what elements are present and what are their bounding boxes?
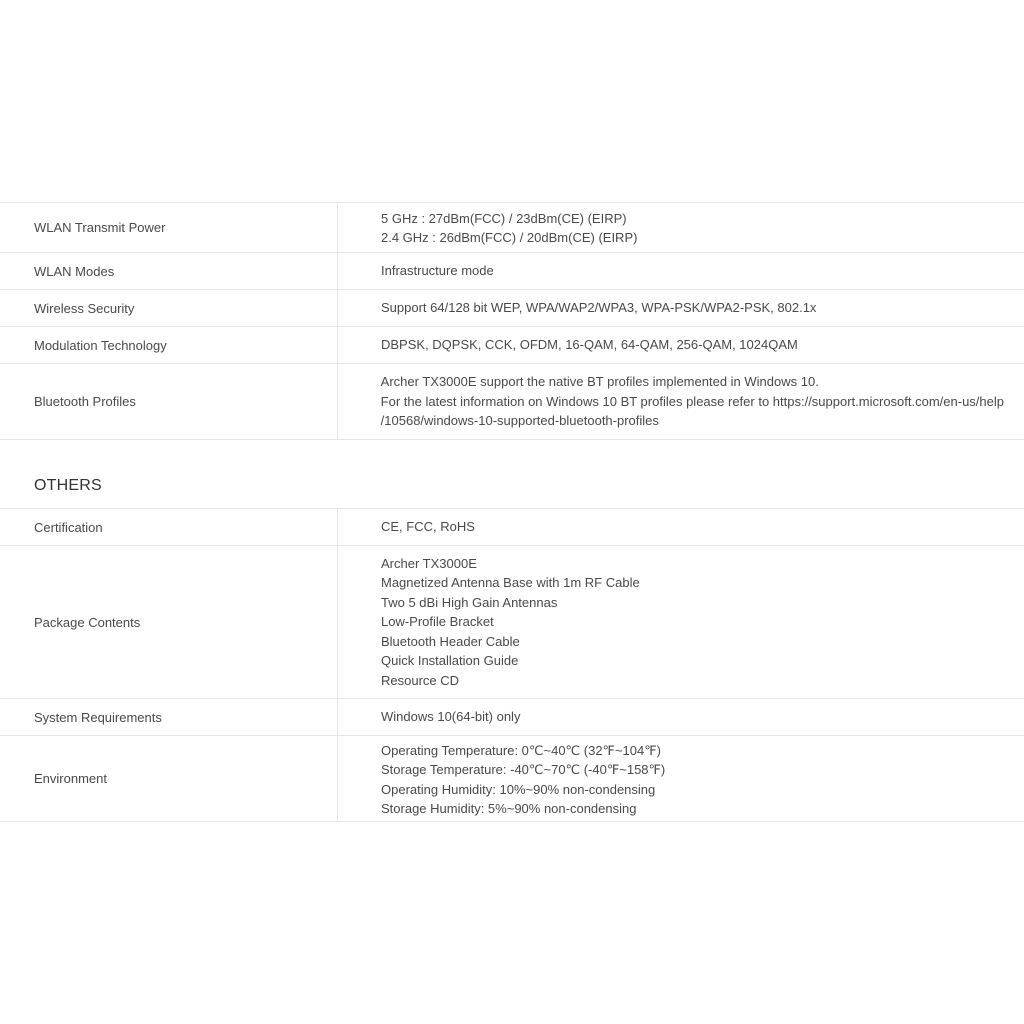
value-line: Support 64/128 bit WEP, WPA/WAP2/WPA3, WPA-PSK/WPA2-PSK, 802.1x <box>381 300 817 316</box>
table-row <box>0 509 1024 546</box>
row-label: Modulation Technology <box>0 327 338 363</box>
row-label: Wireless Security <box>0 290 338 326</box>
table-row <box>0 327 1024 364</box>
row-value <box>338 290 1024 326</box>
value-line: Archer TX3000E <box>381 556 477 572</box>
row-value <box>338 253 1024 289</box>
value-line: Operating Temperature: 0℃~40℃ (32℉~104℉) <box>381 742 661 758</box>
value-line: Storage Temperature: -40℃~70℃ (-40℉~158℉) <box>381 762 666 778</box>
row-value <box>338 364 1024 439</box>
value-line: Resource CD <box>381 672 460 688</box>
row-value <box>338 736 1024 821</box>
row-value <box>338 546 1024 698</box>
row-value <box>338 327 1024 363</box>
value-line: Archer TX3000E support the native BT profiles implemented in Windows 10. <box>380 374 819 390</box>
value-line: DBPSK, DQPSK, CCK, OFDM, 16-QAM, 64-QAM, 256-QAM, 1024QAM <box>381 337 798 353</box>
table-row <box>0 364 1024 440</box>
table-row <box>0 253 1024 290</box>
row-value <box>338 699 1024 735</box>
row-label: Package Contents <box>0 546 338 698</box>
table-row <box>0 290 1024 327</box>
row-label: Environment <box>0 736 338 821</box>
row-label: Certification <box>0 509 338 545</box>
table-row <box>0 699 1024 736</box>
row-value <box>338 509 1024 545</box>
value-line: 5 GHz : 27dBm(FCC) / 23dBm(CE) (EIRP) <box>381 210 627 226</box>
value-line: Operating Humidity: 10%~90% non-condensing <box>381 781 656 797</box>
section-heading-others: OTHERS <box>34 477 102 494</box>
value-line: Low-Profile Bracket <box>381 614 494 630</box>
table-row <box>0 736 1024 822</box>
row-value <box>338 203 1024 252</box>
value-line: For the latest information on Windows 10 BT profiles please refer to https://support.microsoft.com/en-us/help <box>380 393 1004 409</box>
value-line: Infrastructure mode <box>381 263 494 279</box>
wireless-spec-table <box>0 202 1024 440</box>
row-label: System Requirements <box>0 699 338 735</box>
value-line: Magnetized Antenna Base with 1m RF Cable <box>381 575 640 591</box>
row-label: Bluetooth Profiles <box>0 364 338 439</box>
value-line: Bluetooth Header Cable <box>381 633 520 649</box>
others-spec-table <box>0 508 1024 822</box>
value-line: Storage Humidity: 5%~90% non-condensing <box>381 800 637 816</box>
value-line: 2.4 GHz : 26dBm(FCC) / 20dBm(CE) (EIRP) <box>381 230 638 245</box>
value-line: Windows 10(64-bit) only <box>381 709 521 725</box>
value-line: Quick Installation Guide <box>381 653 519 669</box>
table-row <box>0 546 1024 699</box>
row-label: WLAN Transmit Power <box>0 203 338 252</box>
value-line: Two 5 dBi High Gain Antennas <box>381 594 558 610</box>
row-label: WLAN Modes <box>0 253 338 289</box>
value-line: CE, FCC, RoHS <box>381 519 475 535</box>
table-row <box>0 203 1024 253</box>
value-line: /10568/windows-10-supported-bluetooth-profiles <box>380 413 659 429</box>
